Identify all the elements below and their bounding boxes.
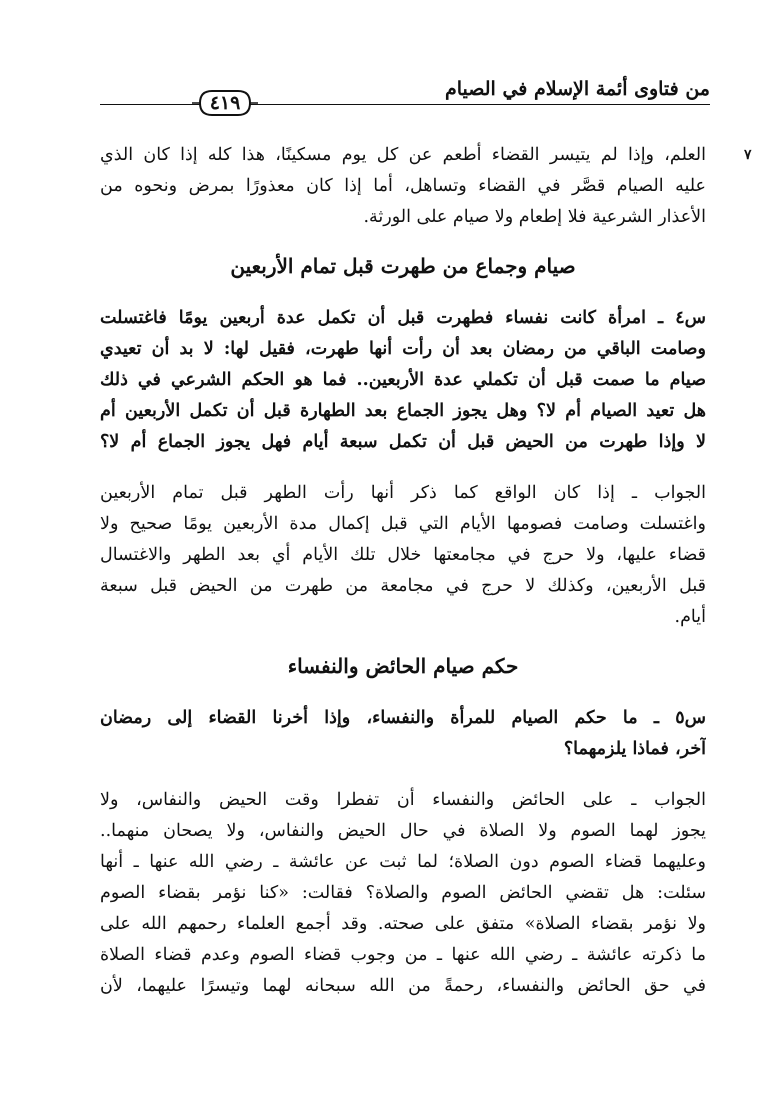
text-line: العلم، وإذا لم يتيسر القضاء أطعم عن كل يوم مسكينًا، هذا كله إذا كان الذي (100, 145, 706, 165)
text-line: واغتسلت وصامت فصومها الأيام التي قبل إكمال مدة الأربعين يومًا صحيح ولا (100, 514, 706, 534)
page-number: ٤١٩ (209, 92, 241, 114)
text-line: سئلت: هل تقضي الحائض الصوم والصلاة؟ فقالت: «كنا نؤمر بقضاء الصوم (100, 883, 706, 903)
text-line: قضاء عليها، ولا حرج في مجامعتها خلال تلك الأيام أي بعد الطهر والاغتسال (100, 545, 706, 565)
question-paragraph (100, 703, 706, 765)
intro-paragraph (100, 140, 706, 233)
header-title: من فتاوى أئمة الإسلام في الصيام (445, 78, 710, 100)
text-line: ولا نؤمر بقضاء الصلاة» متفق على صحته. وقد أجمع العلماء رحمهم الله على (100, 914, 706, 934)
text-line: آخر، فماذا يلزمهما؟ (563, 739, 706, 759)
text-line: عليه الصيام قصَّر في القضاء وتساهل، أما إذا كان معذورًا بمرض ونحوه من (100, 176, 706, 196)
running-header (100, 66, 710, 116)
text-line: أيام. (674, 607, 706, 627)
text-line: وعليهما قضاء الصوم دون الصلاة؛ لما ثبت عن عائشة ـ رضي الله عنها ـ أنها (100, 852, 706, 872)
text-line: س٥ ـ ما حكم الصيام للمرأة والنفساء، وإذا أخرنا القضاء إلى رمضان (100, 708, 706, 728)
text-line: قبل الأربعين، وكذلك لا حرج في مجامعة من طهرت من الحيض قبل سبعة (100, 576, 706, 596)
text-line: في حق الحائض والنفساء، رحمةً من الله سبحانه لهما وتيسرًا عليهما، لأن (100, 976, 706, 996)
text-line: ما ذكرته عائشة ـ رضي الله عنها ـ من وجوب قضاء الصوم وعدم قضاء الصلاة (100, 945, 706, 965)
answer-paragraph (100, 785, 706, 1002)
text-line: الأعذار الشرعية فلا إطعام ولا صيام على الورثة. (363, 207, 706, 227)
text-line: لا وإذا طهرت من الحيض قبل أن تكمل سبعة أيام فهل يجوز الجماع أم لا؟ (100, 432, 706, 452)
text-line: الجواب ـ على الحائض والنفساء أن تفطرا وقت الحيض والنفاس، ولا (100, 790, 706, 810)
text-line: الجواب ـ إذا كان الواقع كما ذكر أنها رأت الطهر قبل تمام الأربعين (100, 483, 706, 503)
text-line: يجوز لهما الصوم ولا الصلاة في حال الحيض والنفاس، ولا يصحان منهما.. (100, 821, 706, 841)
answer-paragraph (100, 478, 706, 633)
text-line: وصامت الباقي من رمضان بعد أن رأت أنها طهرت، فقيل لها: لا بد أن تعيدي (100, 339, 706, 359)
section-heading: حكم صيام الحائض والنفساء (287, 654, 519, 678)
question-paragraph (100, 303, 706, 458)
section-heading: صيام وجماع من طهرت قبل تمام الأربعين (230, 254, 576, 278)
page-body (100, 140, 706, 1002)
text-line: هل تعيد الصيام أم لا؟ وهل يجوز الجماع بعد الطهارة قبل أن تكمل الأربعين أم (100, 401, 706, 421)
page-number-frame (190, 88, 260, 118)
text-line: صيام ما صمت قبل أن تكملي عدة الأربعين.. فما هو الحكم الشرعي في ذلك (100, 370, 706, 390)
margin-mark: ٧ (744, 147, 752, 163)
text-line: س٤ ـ امرأة كانت نفساء فطهرت قبل أن تكمل عدة أربعين يومًا فاغتسلت (100, 308, 706, 328)
